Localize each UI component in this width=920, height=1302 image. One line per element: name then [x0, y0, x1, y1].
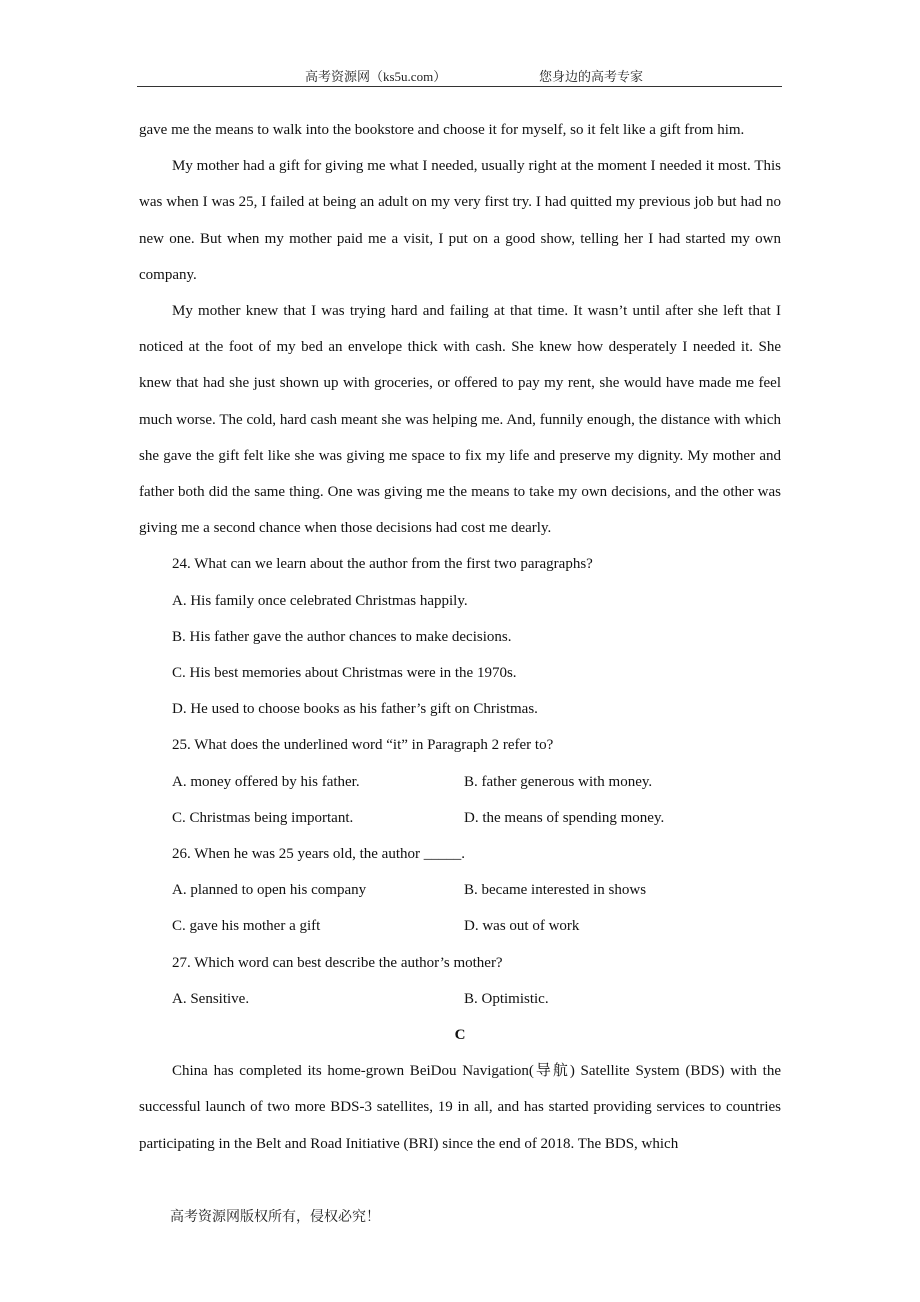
page-header [137, 64, 782, 87]
question-26-stem: 26. When he was 25 years old, the author _____. [172, 846, 465, 863]
paragraph-mother-gift: My mother had a gift for giving me what I needed, usually right at the moment I needed it most. This was when I was 25, I failed at being an adult on my very first try. I had quitted my previous job but had no new one. But when my mother paid me a visit, I put on a good show, telling her I had started my own company. [139, 158, 781, 283]
section-c-title: C [454, 1027, 466, 1044]
question-24-stem: 24. What can we learn about the author from the first two paragraphs? [172, 556, 593, 573]
question-24-option-c: C. His best memories about Christmas were in the 1970s. [172, 665, 517, 682]
question-24-option-a: A. His family once celebrated Christmas happily. [172, 592, 468, 609]
question-25-option-c: C. Christmas being important. [172, 809, 354, 826]
question-25-option-d: D. the means of spending money. [464, 809, 665, 826]
question-27-option-a: A. Sensitive. [172, 990, 250, 1007]
header-site-name: 高考资源网（ks5u.com） [305, 69, 447, 84]
question-25-stem: 25. What does the underlined word “it” in Paragraph 2 refer to? [172, 737, 554, 754]
question-25-options-row-2 [139, 800, 781, 836]
question-27-option-b: B. Optimistic. [464, 990, 549, 1007]
question-27-options-row-1 [139, 981, 781, 1017]
paragraph-continued: gave me the means to walk into the bookstore and choose it for myself, so it felt like a gift from him. [139, 122, 745, 138]
page-footer: 高考资源网版权所有，侵权必究！ [170, 1210, 380, 1225]
question-25-options-row-1 [139, 764, 781, 800]
question-24-option-b: B. His father gave the author chances to make decisions. [172, 628, 512, 645]
section-c-paragraph: China has completed its home-grown BeiDou Navigation(导航) Satellite System (BDS) with the successful launch of two more BDS-3 satellites, 19 in all, and has started providing services to countries participating in the Belt and Road Initiative (BRI) since the end of 2018. The BDS, which [139, 1063, 781, 1152]
question-26-option-c: C. gave his mother a gift [172, 918, 321, 935]
question-27-stem: 27. Which word can best describe the author’s mother? [172, 954, 503, 971]
question-26-options-row-1 [139, 872, 781, 908]
question-26-option-a: A. planned to open his company [172, 882, 367, 899]
question-25-option-b: B. father generous with money. [464, 773, 653, 790]
question-26-option-b: B. became interested in shows [464, 882, 647, 899]
question-26-option-d: D. was out of work [464, 918, 580, 935]
header-slogan: 您身边的高考专家 [539, 69, 644, 84]
question-24-option-d: D. He used to choose books as his father’s gift on Christmas. [172, 701, 538, 718]
document-body [139, 112, 781, 1162]
question-26-options-row-2 [139, 908, 781, 944]
question-25-option-a: A. money offered by his father. [172, 773, 360, 790]
paragraph-mother-cash: My mother knew that I was trying hard and failing at that time. It wasn’t until after she left that I noticed at the foot of my bed an envelope thick with cash. She knew how desperately I needed it. She knew that had she just shown up with groceries, or offered to pay my rent, she would have made me feel much worse. The cold, hard cash meant she was helping me. And, funnily enough, the distance with which she gave the gift felt like she was giving me space to fix my life and preserve my dignity. My mother and father both did the same thing. One was giving me the means to take my own decisions, and the other was giving me a second chance when those decisions had cost me dearly. [139, 303, 781, 537]
